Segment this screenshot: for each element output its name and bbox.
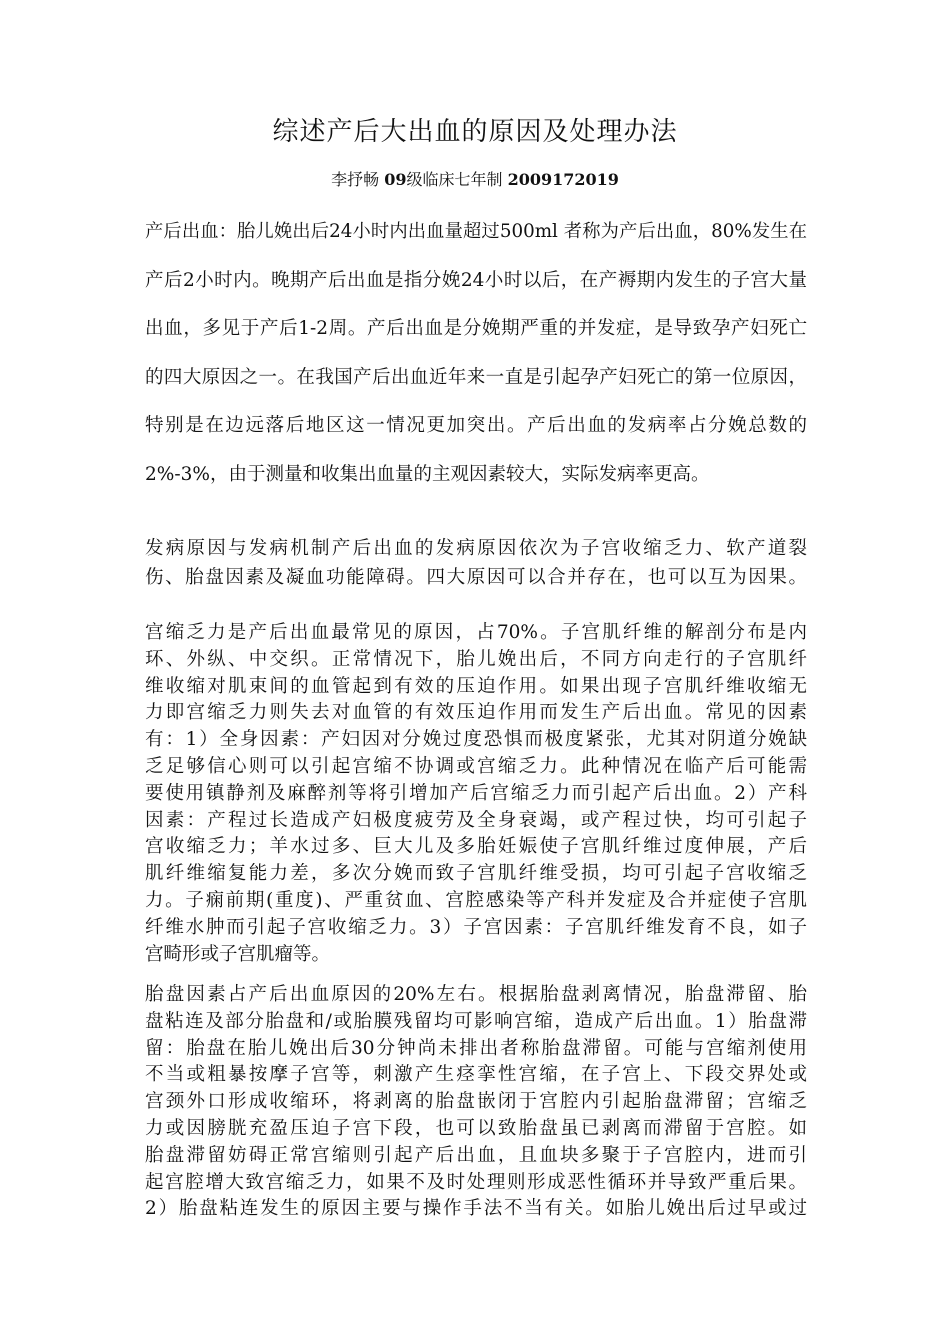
text-line: 不当或粗暴按摩子宫等，刺激产生痉挛性宫缩，在子宫上、下段交界处或	[145, 1064, 807, 1086]
paragraph-placental-factors	[145, 982, 807, 1223]
text-line: 力即宫缩乏力则失去对血管的有效压迫作用而发生产后出血。常见的因素	[145, 702, 807, 724]
text-line: 宫收缩乏力；羊水过多、巨大儿及多胎妊娠使子宫肌纤维过度伸展，产后	[145, 836, 807, 858]
text-line: 因素：产程过长造成产妇极度疲劳及全身衰竭，或产程过快，均可引起子	[145, 809, 807, 831]
text-line: 盘粘连及部分胎盘和/或胎膜残留均可影响宫缩，造成产后出血。1）胎盘滞	[145, 1010, 807, 1032]
text-line: 胎盘因素占产后出血原因的20%左右。根据胎盘剥离情况，胎盘滞留、胎	[145, 984, 807, 1005]
author-student-id: 2009172019	[507, 170, 619, 189]
text-line: 留：胎盘在胎儿娩出后30分钟尚未排出者称胎盘滞留。可能与宫缩剂使用	[145, 1037, 807, 1059]
text-line: 2）胎盘粘连发生的原因主要与操作手法不当有关。如胎儿娩出后过早或过	[145, 1198, 807, 1220]
text-line: 特别是在边远落后地区这一情况更加突出。产后出血的发病率占分娩总数的	[145, 415, 807, 436]
text-line: 肌纤维缩复能力差，多次分娩而致子宫肌纤维受损，均可引起子宫收缩乏	[145, 863, 807, 885]
text-line: 要使用镇静剂及麻醉剂等将引增加产后宫缩乏力而引起产后出血。2）产科	[145, 782, 807, 804]
paragraph-definition	[145, 208, 807, 499]
text-line: 产后出血：胎儿娩出后24小时内出血量超过500ml 者称为产后出血，80%发生在	[145, 221, 807, 242]
text-line: 力或因膀胱充盈压迫子宫下段，也可以致胎盘虽已剥离而滞留于宫腔。如	[145, 1117, 807, 1139]
text-line: 宫畸形或子宫肌瘤等。	[145, 943, 331, 965]
author-grade: 09	[384, 170, 407, 189]
text-line: 发病原因与发病机制产后出血的发病原因依次为子宫收缩乏力、软产道裂	[145, 538, 807, 559]
text-line: 起宫腔增大致宫缩乏力，如果不及时处理则形成恶性循环并导致严重后果。	[145, 1171, 807, 1193]
text-line: 力。子痫前期(重度)、严重贫血、宫腔感染等产科并发症及合并症使子宫肌	[145, 889, 807, 911]
text-line: 2%-3%，由于测量和收集出血量的主观因素较大，实际发病率更高。	[145, 463, 710, 485]
paragraph-causes	[145, 534, 807, 592]
text-line: 宫颈外口形成收缩环，将剥离的胎盘嵌闭于宫腔内引起胎盘滞留；宫缩乏	[145, 1091, 807, 1113]
text-line: 乏足够信心则可以引起宫缩不协调或宫缩乏力。此种情况在临产后可能需	[145, 755, 807, 777]
document-title: 综述产后大出血的原因及处理办法	[272, 117, 678, 147]
author-program: 级临床七年制	[406, 170, 503, 189]
text-line: 伤、胎盘因素及凝血功能障碍。四大原因可以合并存在，也可以互为因果。	[145, 567, 807, 588]
author-name: 李抒畅	[331, 170, 380, 189]
text-line: 维收缩对肌束间的血管起到有效的压迫作用。如果出现子宫肌纤维收缩无	[145, 675, 807, 697]
text-line: 产后2小时内。晚期产后出血是指分娩24小时以后，在产褥期内发生的子宫大量	[145, 269, 807, 291]
text-line: 宫缩乏力是产后出血最常见的原因，占70%。子宫肌纤维的解剖分布是内	[145, 622, 807, 643]
text-line: 纤维水肿而引起子宫收缩乏力。3）子宫因素：子宫肌纤维发育不良，如子	[145, 916, 807, 938]
text-line: 出血，多见于产后1-2周。产后出血是分娩期严重的并发症，是导致孕产妇死亡	[145, 318, 807, 339]
text-line: 的四大原因之一。在我国产后出血近年来一直是引起孕产妇死亡的第一位原因，	[145, 366, 807, 388]
author-line	[0, 168, 950, 192]
text-line: 胎盘滞留妨碍正常宫缩则引起产后出血，且血块多聚于子宫腔内，进而引	[145, 1144, 807, 1166]
text-line: 环、外纵、中交织。正常情况下，胎儿娩出后，不同方向走行的子宫肌纤	[145, 648, 807, 670]
paragraph-uterine-atony	[145, 620, 807, 968]
text-line: 有：1）全身因素：产妇因对分娩过度恐惧而极度紧张，尤其对阴道分娩缺	[145, 729, 807, 751]
